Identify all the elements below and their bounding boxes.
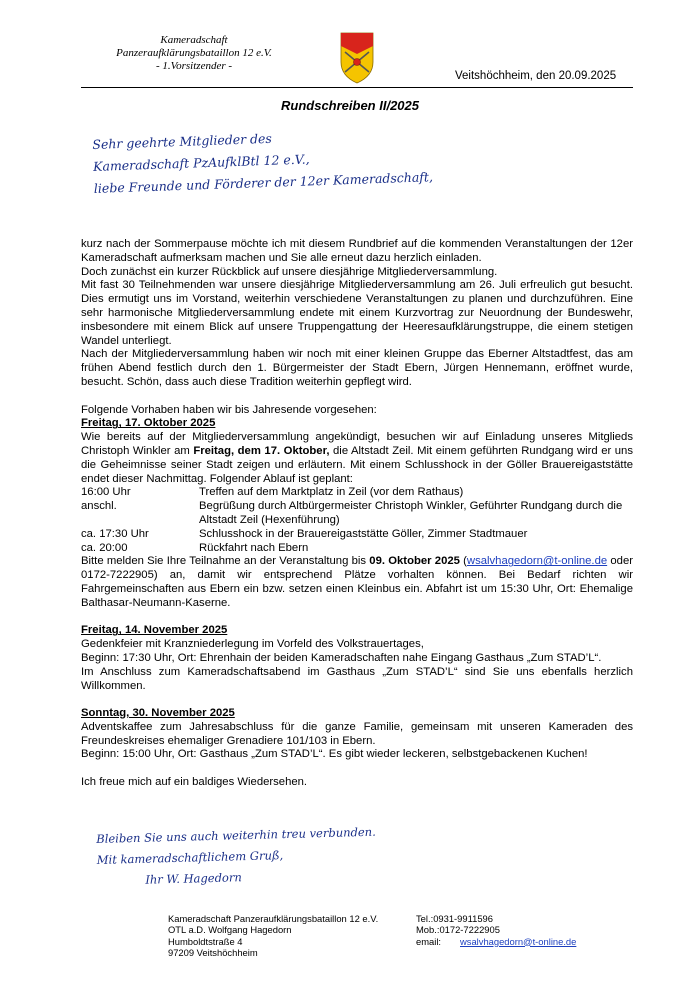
schedule-time: anschl. — [81, 500, 117, 513]
signup-paragraph — [81, 555, 633, 610]
schedule-time: ca. 20:00 — [81, 541, 128, 554]
document-title: Rundschreiben II/2025 — [281, 98, 419, 113]
intro-paragraph: Mit fast 30 Teilnehmenden war unsere diesjährige Mitgliederversammlung am 26. Juli erfreulich gut besucht. Dies ermutigt uns im Vorstand, weiterhin verschiedene Veranstaltungen zu planen und durchzuführen. Eine sehr harmonische Mitgliederversammlung endete mit einem Kurzvortrag zur Neuordnung der Bundeswehr, insbesondere mit einem Blick auf unsere Truppengattung der Heeresaufklärungstruppe, die einem stetigen Wandel unterliegt. — [81, 279, 633, 347]
salutation-line: liebe Freunde und Förderer der 12er Kameradschaft, — [93, 169, 434, 196]
footer-line: OTL a.D. Wolfgang Hagedorn — [168, 924, 292, 936]
footer-email-row — [416, 936, 576, 947]
signup-text: oder 0172-7222905) an, damit wir entsprechend Plätze vorhalten können. Bei Bedarf richten wir Fahrgemeinschaften aus Ebern ein bzw. setzen einen Kleinbus ein. Abfahrt ist um 15:30 Uhr, Ort: Ehemalige Balthasar-Neumann-Kaserne. — [81, 555, 633, 609]
intro-paragraph: Doch zunächst ein kurzer Rückblick auf unsere diesjährige Mitgliederversammlung. — [81, 265, 498, 278]
footer-phone: Tel.:0931-9911596 — [416, 913, 493, 924]
email-link[interactable]: wsalvhagedorn@t-online.de — [466, 555, 608, 568]
schedule-time: ca. 17:30 Uhr — [81, 527, 149, 540]
schedule-desc: Begrüßung durch Altbürgermeister Christoph Winkler, Geführter Rundgang durch die Altstadt Zeil (Hexenführung) — [199, 500, 623, 526]
plans-intro: Folgende Vorhaben haben wir bis Jahresende vorgesehen: — [81, 403, 377, 416]
footer-line: Kameradschaft Panzeraufklärungsbataillon 12 e.V. — [168, 913, 379, 924]
org-name-line: Panzeraufklärungsbataillon 12 e.V. — [116, 47, 272, 59]
salutation-line: Sehr geehrte Mitglieder des — [92, 130, 273, 152]
signup-deadline: 09. Oktober 2025 — [369, 555, 460, 568]
signature-line: Bleiben Sie uns auch weiterhin treu verbunden. — [96, 824, 376, 846]
event-heading — [81, 707, 633, 721]
letter-body — [81, 238, 633, 790]
event-line: Beginn: 17:30 Uhr, Ort: Ehrenhain der beiden Kameradschaften nahe Eingang Gasthaus „Zum STAD’L“. — [81, 651, 602, 664]
closing-line: Ich freue mich auf ein baldiges Wiedersehen. — [81, 776, 308, 789]
schedule-time: 16:00 Uhr — [81, 486, 131, 499]
schedule-desc: Rückfahrt nach Ebern — [199, 541, 309, 554]
org-role-line: - 1.Vorsitzender - — [155, 60, 233, 72]
event-date: Freitag, 17. Oktober 2025 — [81, 417, 216, 430]
event-line: Gedenkfeier mit Kranzniederlegung im Vorfeld des Volkstrauertages, — [81, 638, 424, 651]
footer-address — [168, 913, 378, 958]
signup-text: ( — [459, 555, 467, 568]
event-text: Wie bereits auf der Mitgliederversammlung angekündigt, besuchen wir auf Einladung unseres Mitglieds Christoph Winkler am — [81, 431, 633, 457]
event-heading — [81, 624, 633, 638]
event-date: Freitag, 14. November 2025 — [81, 624, 228, 637]
event-heading — [81, 417, 633, 431]
footer-email-link[interactable]: wsalvhagedorn@t-online.de — [460, 935, 577, 947]
footer-contact — [416, 913, 576, 947]
signature-line: Ihr W. Hagedorn — [145, 870, 242, 887]
signature-line: Mit kameradschaftlichem Gruß, — [96, 848, 284, 867]
header-divider — [81, 87, 633, 88]
footer-line: 97209 Veitshöchheim — [168, 946, 258, 958]
schedule-desc: Schlusshock in der Brauereigaststätte Göller, Zimmer Stadtmauer — [199, 527, 528, 540]
footer-line: Humboldtstraße 4 — [168, 935, 243, 947]
footer-email-label: email: — [416, 935, 442, 947]
signup-text: Bitte melden Sie Ihre Teilnahme an der Veranstaltung bis — [81, 555, 370, 568]
event-line: Beginn: 15:00 Uhr, Ort: Gasthaus „Zum STAD’L“. Es gibt wieder leckeren, selbstgebackenen Kuchen! — [81, 748, 588, 761]
event-date: Sonntag, 30. November 2025 — [81, 707, 235, 720]
event-schedule — [81, 486, 633, 555]
handwritten-salutation — [92, 121, 454, 200]
schedule-desc: Treffen auf dem Marktplatz in Zeil (vor dem Rathaus) — [199, 486, 464, 499]
intro-paragraph: kurz nach der Sommerpause möchte ich mit diesem Rundbrief auf die kommenden Veranstaltungen der 12er Kameradschaft aufmerksam machen und Sie alle erneut dazu herzlich einladen. — [81, 238, 633, 264]
event-line: Im Anschluss zum Kameradschaftsabend im Gasthaus „Zum STAD’L“ sind Sie uns ebenfalls herzlich Willkommen. — [81, 665, 633, 692]
handwritten-signature — [96, 821, 388, 892]
org-name-line: Kameradschaft — [160, 34, 228, 46]
coat-of-arms-icon — [340, 32, 374, 84]
event-date-inline: Freitag, dem 17. Oktober, — [193, 444, 330, 457]
footer-mobile: Mob.:0172-7222905 — [416, 924, 500, 936]
event-description — [81, 431, 633, 486]
event-text: die Altstadt Zeil. Mit einem geführten Rundgang wird er uns die Geheimnisse seiner Stadt zeigen und erläutern. Mit einem Schlusshock in der Göller Brauereigaststätte endet dieser Nachmittag. Folgender Ablauf ist geplant: — [81, 444, 633, 485]
place-date: Veitshöchheim, den 20.09.2025 — [455, 70, 617, 82]
org-header — [106, 34, 282, 73]
salutation-line: Kameradschaft PzAufklBtl 12 e.V., — [92, 151, 310, 174]
intro-paragraph: Nach der Mitgliederversammlung haben wir noch mit einer kleinen Gruppe das Eberner Altstadtfest, das am frühen Abend festlich durch den 1. Bürgermeister der Stadt Ebern, Jürgen Hennemann, eröffnet wurde, besucht. Schön, dass auch diese Tradition weiterhin gepflegt wird. — [81, 348, 633, 388]
event-line: Adventskaffee zum Jahresabschluss für die ganze Familie, gemeinsam mit unseren Kameraden des Freundeskreises ehemaliger Grenadiere 101/103 in Ebern. — [81, 720, 633, 747]
